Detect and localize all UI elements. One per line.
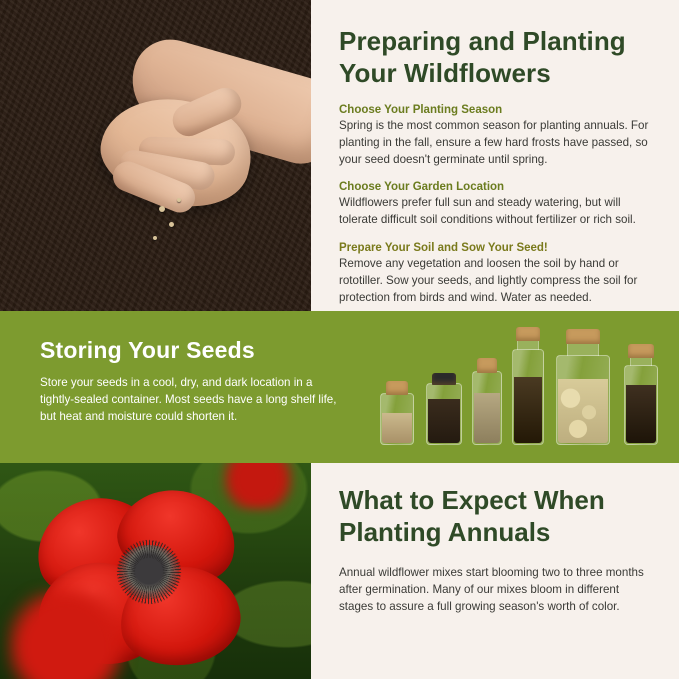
seed-jar — [624, 365, 658, 445]
red-poppy-photo — [0, 463, 311, 679]
section-what-to-expect — [0, 463, 679, 679]
planting-text-column — [311, 0, 679, 311]
background-poppy — [223, 463, 293, 509]
planting-text-location: Wildflowers prefer full sun and steady watering, but will tolerate difficult soil conditions without fertilizer or rich soil. — [339, 196, 636, 227]
background-poppy — [6, 591, 126, 679]
seed-dot — [169, 222, 174, 227]
seed-jar — [556, 355, 610, 445]
planting-title: Preparing and Planting Your Wildflowers — [339, 26, 626, 88]
planting-subheading-location: Choose Your Garden Location — [339, 181, 505, 194]
storing-text: Store your seeds in a cool, dry, and dark location in a tightly-sealed container. Most seeds have a long shelf life, but heat and moisture could shorten it. — [40, 376, 337, 423]
planting-text-soil: Remove any vegetation and loosen the soil by hand or rototiller. Sow your seeds, and lightly compress the soil for protection from birds and wind. Water as needed. — [339, 256, 638, 304]
planting-subheading-season: Choose Your Planting Season — [339, 103, 503, 116]
seed-jar — [472, 371, 502, 445]
planting-text-season: Spring is the most common season for planting annuals. For planting in the fall, ensure a few hard frosts have passed, so your seed doesn't germinate until spring. — [339, 118, 649, 166]
hand-illustration — [67, 56, 311, 246]
poppy-center — [118, 545, 180, 599]
seed-jar — [512, 349, 544, 445]
expect-text-column — [311, 463, 679, 679]
seed-dot — [153, 236, 157, 240]
storing-text-column — [0, 311, 360, 463]
hand-sowing-seeds-photo — [0, 0, 311, 311]
section-preparing-and-planting — [0, 0, 679, 311]
expect-title: What to Expect When Planting Annuals — [339, 485, 605, 547]
seed-jar — [380, 393, 414, 445]
seed-dot — [159, 206, 165, 212]
seed-jar — [426, 383, 462, 445]
expect-text: Annual wildflower mixes start blooming two to three months after germination. Many of our mixes bloom in different stages to assure a full growing season's worth of color. — [339, 565, 644, 613]
section-storing-your-seeds — [0, 311, 679, 463]
seed-dot — [177, 198, 181, 202]
seed-jars-photo — [360, 311, 679, 463]
planting-subheading-soil: Prepare Your Soil and Sow Your Seed! — [339, 241, 548, 254]
storing-title: Storing Your Seeds — [40, 337, 255, 363]
